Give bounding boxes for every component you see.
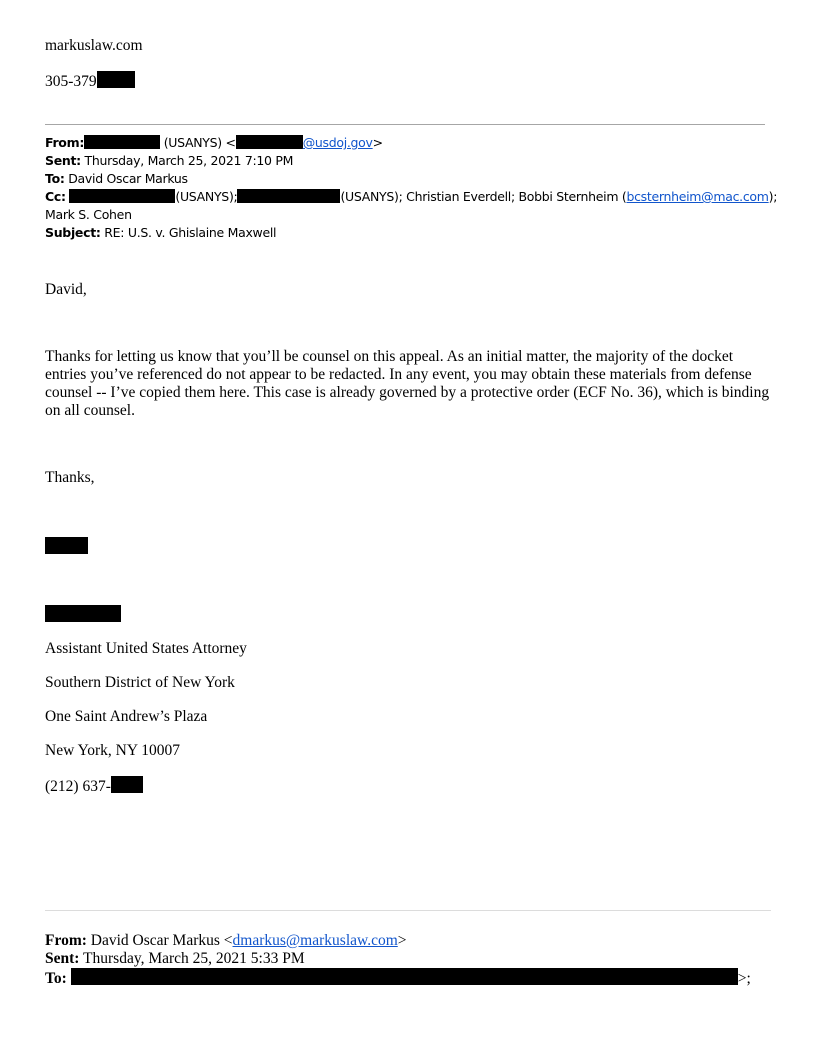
from-close: > (372, 135, 383, 150)
closing: Thanks, (45, 469, 95, 486)
header-sent-line (45, 152, 293, 170)
signature-phone-text: (212) 637- (45, 778, 111, 795)
prior-from-label: From: (45, 932, 87, 949)
cc-part1: (USANYS); (175, 189, 238, 204)
to-label: To: (45, 171, 65, 186)
sender-phone (45, 71, 135, 91)
header-divider (45, 124, 765, 125)
header-cc-line (45, 188, 777, 206)
prior-from-close: > (397, 932, 407, 949)
redaction-box (236, 135, 303, 149)
cc-part3: ); (768, 189, 778, 204)
prior-to-label: To: (45, 970, 67, 987)
sender-website: markuslaw.com (45, 37, 143, 54)
redaction-box (84, 135, 160, 149)
subject-value: RE: U.S. v. Ghislaine Maxwell (100, 225, 277, 240)
prior-to-line (45, 968, 751, 988)
prior-sent-line (45, 950, 305, 968)
redaction-box (45, 537, 88, 554)
redaction-box (237, 189, 340, 203)
prior-to-tail: >; (737, 970, 751, 987)
to-value: David Oscar Markus (64, 171, 188, 186)
redaction-box (71, 968, 738, 985)
prior-sent-label: Sent: (45, 950, 80, 967)
sent-value: Thursday, March 25, 2021 7:10 PM (80, 153, 294, 168)
from-email-link[interactable]: @usdoj.gov (302, 135, 373, 150)
signature-address1: One Saint Andrew’s Plaza (45, 708, 208, 725)
sender-phone-text: 305-379 (45, 73, 97, 90)
from-label: From: (45, 135, 85, 150)
header-from-line (45, 134, 383, 152)
header-to-line (45, 170, 188, 188)
subject-label: Subject: (45, 225, 101, 240)
redaction-box (69, 189, 175, 203)
header-subject-line (45, 224, 276, 242)
redaction-box (45, 605, 121, 622)
redaction-box (97, 71, 135, 88)
signature-title: Assistant United States Attorney (45, 640, 247, 657)
prior-message-divider (45, 910, 771, 911)
prior-from-email-link[interactable]: dmarkus@markuslaw.com (232, 932, 398, 949)
greeting: David, (45, 281, 87, 298)
body-paragraph: Thanks for letting us know that you’ll be counsel on this appeal. As an initial matter, the majority of the docket entries you’ve referenced do not appear to be redacted. In any event, you may obtain these materials from defense counsel -- I’ve copied them here. This case is already governed by a protective order (ECF No. 36), which is binding on all counsel. (45, 348, 770, 419)
sent-label: Sent: (45, 153, 81, 168)
prior-from-line (45, 932, 407, 950)
cc-email-link[interactable]: bcsternheim@mac.com (626, 189, 769, 204)
prior-sent-value: Thursday, March 25, 2021 5:33 PM (79, 950, 305, 967)
signature-phone (45, 776, 143, 796)
cc-label: Cc: (45, 189, 66, 204)
from-org: (USANYS) < (160, 135, 236, 150)
signature-office: Southern District of New York (45, 674, 235, 691)
cc-part2: (USANYS); Christian Everdell; Bobbi Sternheim ( (340, 189, 627, 204)
header-cc-line2: Mark S. Cohen (45, 207, 132, 222)
prior-from-value: David Oscar Markus < (86, 932, 233, 949)
redaction-box (111, 776, 143, 793)
signature-address2: New York, NY 10007 (45, 742, 181, 759)
